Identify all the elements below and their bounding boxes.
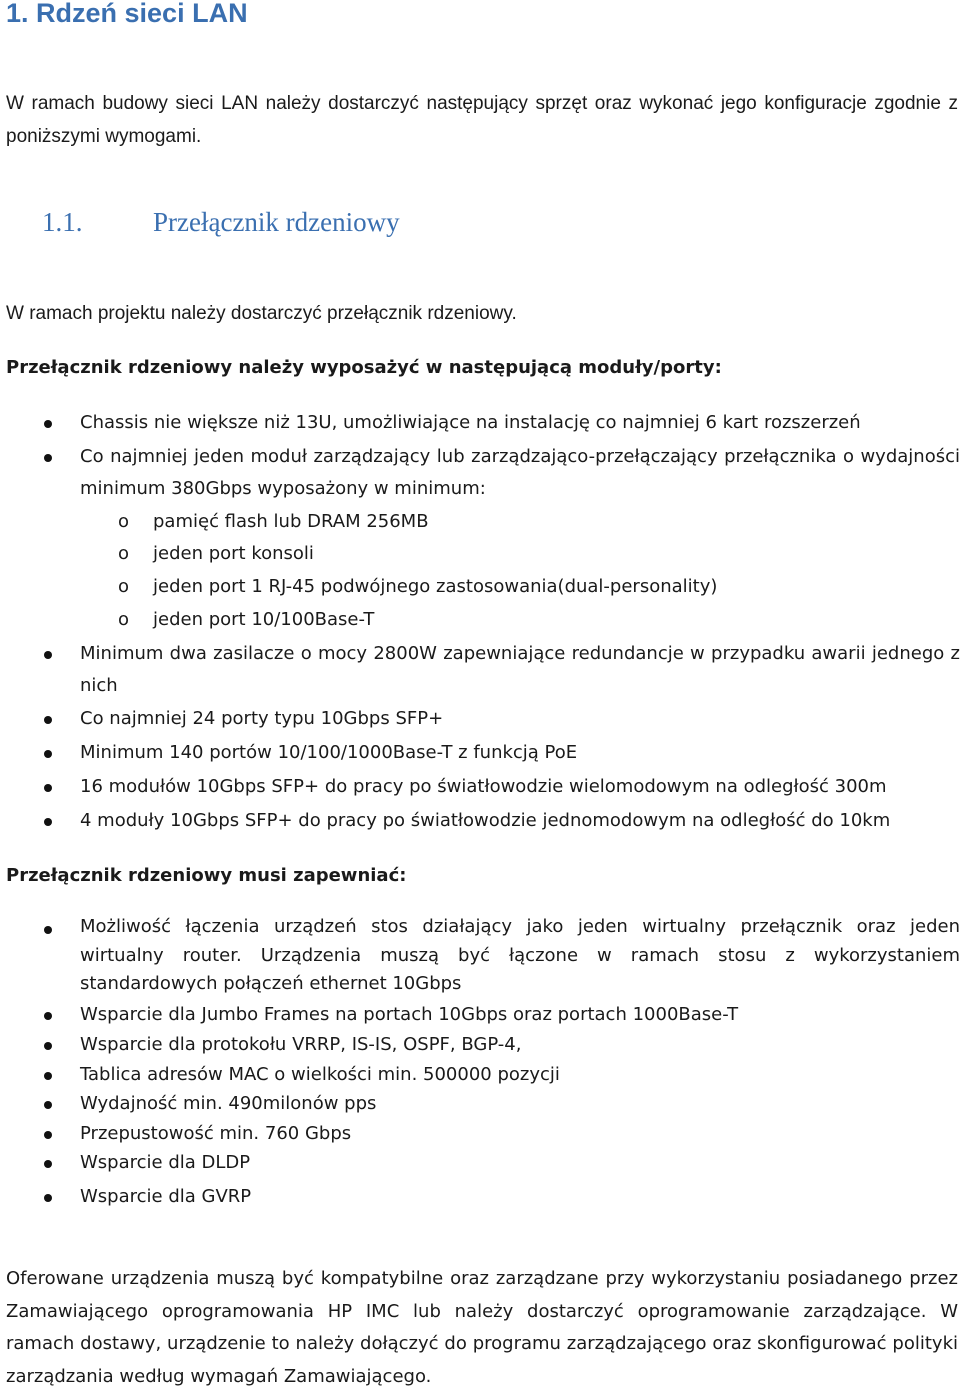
section-heading: Przełącznik rdzeniowy xyxy=(153,207,400,237)
bullet-marker xyxy=(44,926,52,934)
closing-paragraph: Oferowane urządzenia muszą być kompatybilne oraz zarządzane przy wykorzystaniu posiadanego przez Zamawiającego oprogramowania HP IMC lub należy dostarczyć oprogramowanie zarządzające. W ramach dostawy, urządzenie to należy dołączyć do programu zarządzającego oraz skonfigurować polityki zarządzania według wymagań Zamawiającego. xyxy=(6,1268,958,1387)
bullet-marker xyxy=(44,818,52,826)
modules-title: Przełącznik rdzeniowy należy wyposażyć w następującą moduły/porty: xyxy=(6,357,722,378)
list-item: 4 moduły 10Gbps SFP+ do pracy po światłowodzie jednomodowym na odległość do 10km xyxy=(80,810,891,831)
list-item: Wsparcie dla DLDP xyxy=(80,1152,251,1173)
bullet-marker xyxy=(44,716,52,724)
list-item: Wsparcie dla GVRP xyxy=(80,1186,252,1207)
bullet-marker xyxy=(44,420,52,428)
bullet-marker xyxy=(44,1194,52,1202)
bullet-marker xyxy=(44,1072,52,1080)
sub-bullet-marker: o xyxy=(118,609,130,630)
sub-bullet-marker: o xyxy=(118,576,130,597)
list-item: Minimum dwa zasilacze o mocy 2800W zapewniające redundancje w przypadku awarii jednego z nich xyxy=(80,643,960,696)
project-paragraph: W ramach projektu należy dostarczyć przełącznik rdzeniowy. xyxy=(6,303,517,324)
list-item: Minimum 140 portów 10/100/1000Base-T z funkcją PoE xyxy=(80,742,578,763)
list-item: Co najmniej 24 porty typu 10Gbps SFP+ xyxy=(80,708,444,729)
requirements-title: Przełącznik rdzeniowy musi zapewniać: xyxy=(6,865,407,886)
sub-list-item: pamięć flash lub DRAM 256MB xyxy=(153,511,429,532)
intro-paragraph: W ramach budowy sieci LAN należy dostarczyć następujący sprzęt oraz wykonać jego konfiguracje zgodnie z poniższymi wymogami. xyxy=(6,93,958,147)
bullet-marker xyxy=(44,651,52,659)
bullet-marker xyxy=(44,750,52,758)
bullet-marker xyxy=(44,1042,52,1050)
sub-list-item: jeden port konsoli xyxy=(153,543,314,564)
sub-bullet-marker: o xyxy=(118,511,130,532)
sub-list-item: jeden port 1 RJ-45 podwójnego zastosowania(dual-personality) xyxy=(153,576,718,597)
bullet-marker xyxy=(44,1131,52,1139)
list-item: 16 modułów 10Gbps SFP+ do pracy po światłowodzie wielomodowym na odległość 300m xyxy=(80,776,887,797)
list-item: Możliwość łączenia urządzeń stos działający jako jeden wirtualny przełącznik oraz jeden wirtualny router. Urządzenia muszą być łączone w ramach stosu z wykorzystaniem standardowych połączeń ethernet 10Gbps xyxy=(80,916,960,994)
list-item: Przepustowość min. 760 Gbps xyxy=(80,1123,352,1144)
bullet-marker xyxy=(44,1160,52,1168)
section-number: 1.1. xyxy=(42,207,83,237)
list-item: Chassis nie większe niż 13U, umożliwiające na instalację co najmniej 6 kart rozszerzeń xyxy=(80,412,861,433)
list-item: Wsparcie dla protokołu VRRP, IS-IS, OSPF, BGP-4, xyxy=(80,1034,522,1055)
sub-bullet-marker: o xyxy=(118,543,130,564)
list-item: Tablica adresów MAC o wielkości min. 500000 pozycji xyxy=(80,1064,560,1085)
bullet-marker xyxy=(44,784,52,792)
sub-list-item: jeden port 10/100Base-T xyxy=(153,609,375,630)
bullet-marker xyxy=(44,454,52,462)
list-item: Wydajność min. 490milonów pps xyxy=(80,1093,377,1114)
bullet-marker xyxy=(44,1012,52,1020)
bullet-marker xyxy=(44,1101,52,1109)
list-item: Co najmniej jeden moduł zarządzający lub zarządzająco-przełączający przełącznika o wydajności minimum 380Gbps wyposażony w minimum: xyxy=(80,446,960,499)
page-heading: 1. Rdzeń sieci LAN xyxy=(6,0,248,28)
list-item: Wsparcie dla Jumbo Frames na portach 10Gbps oraz portach 1000Base-T xyxy=(80,1004,739,1025)
